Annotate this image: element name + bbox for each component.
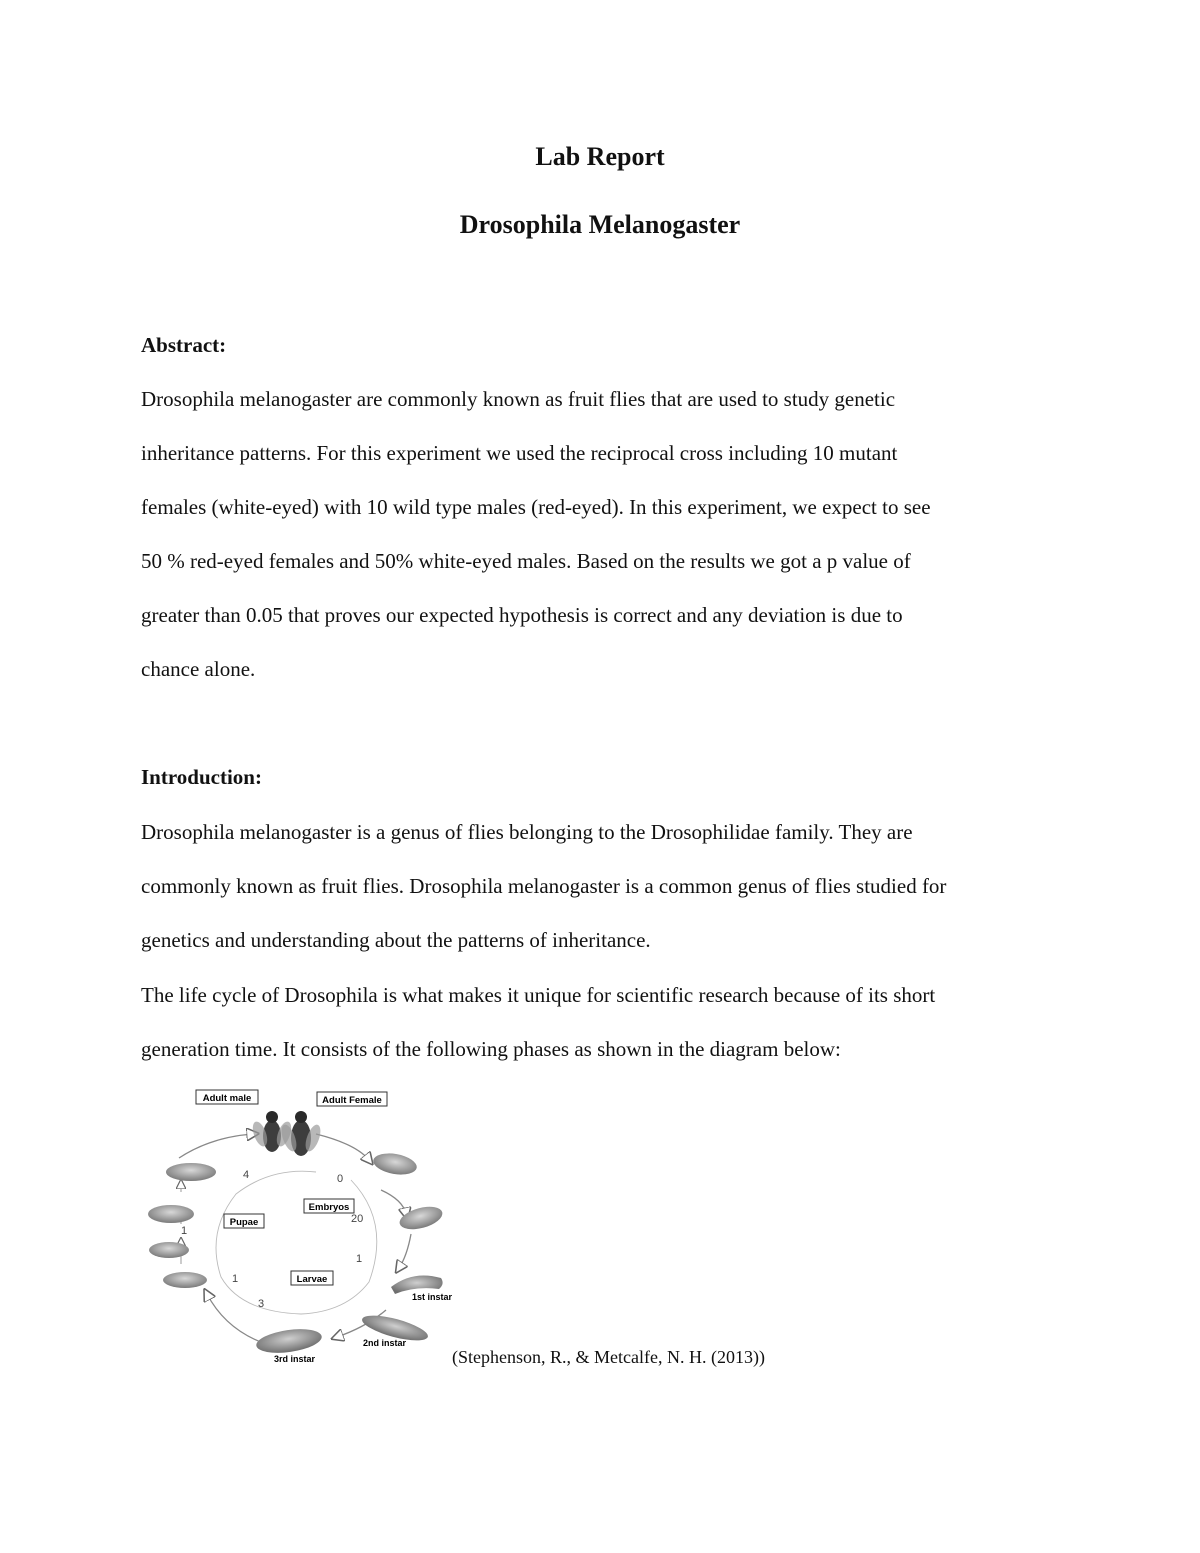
adult-female-fly xyxy=(279,1111,324,1156)
document-subtitle: Drosophila Melanogaster xyxy=(459,210,741,239)
embryo-egg xyxy=(372,1150,419,1177)
first-instar-label: 1st instar xyxy=(412,1292,453,1302)
abstract-paragraph xyxy=(141,372,1061,696)
introduction-line: generation time. It consists of the following phases as shown in the diagram below: xyxy=(141,1037,841,1061)
third-instar-larva xyxy=(255,1326,323,1357)
adult-female-label: Adult Female xyxy=(322,1095,382,1106)
introduction-line: The life cycle of Drosophila is what makes it unique for scientific research because of its short xyxy=(141,983,936,1007)
introduction-paragraph-1 xyxy=(141,805,1061,967)
introduction-line: Drosophila melanogaster is a genus of flies belonging to the Drosophilidae family. They are xyxy=(141,820,913,844)
larvae-label: Larvae xyxy=(296,1274,328,1285)
pupa xyxy=(163,1272,207,1288)
pupa xyxy=(166,1163,216,1181)
inner-cycle-line xyxy=(216,1171,377,1314)
figure-citation: (Stephenson, R., & Metcalfe, N. H. (2013)) xyxy=(452,1347,765,1367)
second-instar-label: 2nd instar xyxy=(363,1338,407,1348)
cycle-arrow xyxy=(316,1134,369,1160)
time-number: 4 xyxy=(243,1169,250,1181)
introduction-heading: Introduction: xyxy=(141,765,262,789)
time-number: 3 xyxy=(258,1298,265,1310)
pupae-label: Pupae xyxy=(229,1217,259,1228)
abstract-heading: Abstract: xyxy=(141,333,227,357)
embryo-egg xyxy=(397,1203,445,1234)
third-instar-label: 3rd instar xyxy=(274,1354,316,1364)
abstract-line: chance alone. xyxy=(141,657,256,681)
abstract-line: females (white-eyed) with 10 wild type males (red-eyed). In this experiment, we expect to see xyxy=(141,495,931,519)
embryos-label: Embryos xyxy=(308,1202,350,1213)
abstract-line: 50 % red-eyed females and 50% white-eyed males. Based on the results we got a p value of xyxy=(141,549,911,573)
introduction-paragraph-2 xyxy=(141,968,1061,1076)
time-number: 1 xyxy=(356,1253,363,1265)
time-number: 0 xyxy=(337,1173,344,1185)
time-number: 1 xyxy=(181,1225,188,1237)
pupa xyxy=(149,1242,189,1258)
time-number: 20 xyxy=(351,1213,364,1225)
cycle-arrow xyxy=(399,1234,411,1268)
introduction-line: genetics and understanding about the patterns of inheritance. xyxy=(141,928,651,952)
abstract-line: greater than 0.05 that proves our expected hypothesis is correct and any deviation is due to xyxy=(141,603,903,627)
life-cycle-diagram xyxy=(141,1082,461,1372)
time-number: 1 xyxy=(232,1273,239,1285)
pupa xyxy=(148,1205,194,1223)
cycle-arrow xyxy=(381,1190,406,1214)
document-title: Lab Report xyxy=(535,142,665,171)
introduction-line: commonly known as fruit flies. Drosophila melanogaster is a common genus of flies studied for xyxy=(141,874,947,898)
cycle-arrow xyxy=(179,1134,253,1158)
adult-male-label: Adult male xyxy=(202,1093,252,1104)
abstract-line: inheritance patterns. For this experiment we used the reciprocal cross including 10 mutant xyxy=(141,441,898,465)
abstract-line: Drosophila melanogaster are commonly known as fruit flies that are used to study genetic xyxy=(141,387,896,411)
